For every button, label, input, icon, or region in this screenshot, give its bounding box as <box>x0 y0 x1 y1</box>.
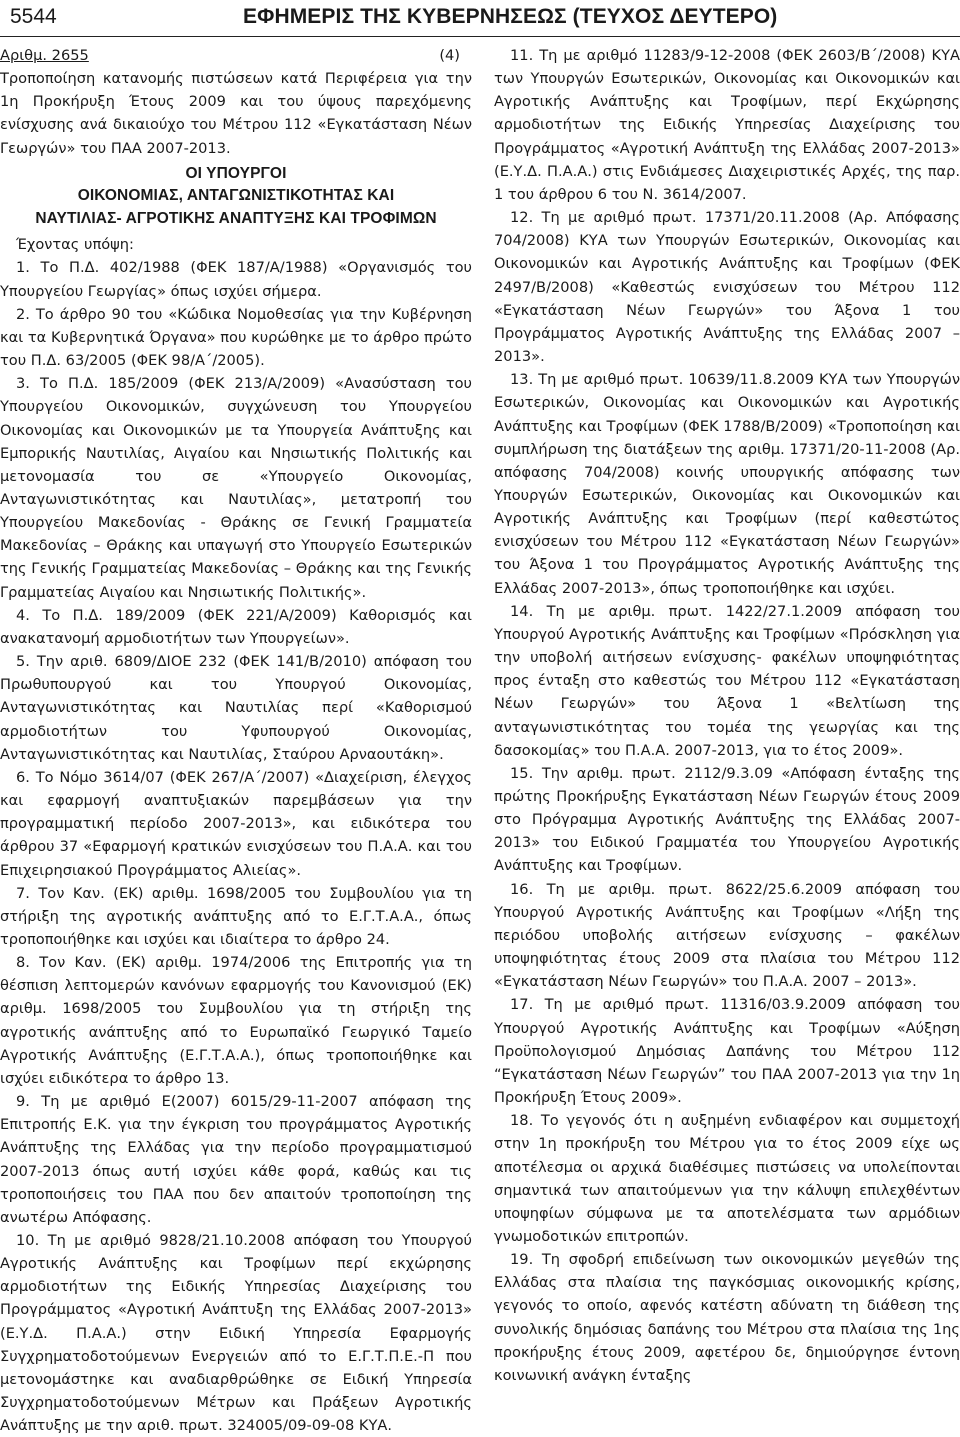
recital-4: 4. Το Π.Δ. 189/2009 (ΦΕΚ 221/Α/2009) Καθορισμός και ανακατανομή αρμοδιοτήτων των Υπουργείων». <box>0 606 472 647</box>
page-header <box>10 3 950 33</box>
decision-number-line <box>0 44 472 67</box>
recital-8: 8. Τον Καν. (ΕΚ) αριθμ. 1974/2006 της Επιτροπής για τη θέσπιση λεπτομερών κανόνων εφαρμογής του Κανονισμού (ΕΚ) αριθμ. 1698/2005 του Συμβουλίου για τη στήριξη της αγροτικής ανάπτυξης από το Ευρωπαϊκό Γεωργικό Ταμείο Αγροτικής Ανάπτυξης (Ε.Γ.Τ.Α.Α.), όπως τροποποιήθηκε και ισχύει ειδικότερα το άρθρο 13. <box>0 954 472 1087</box>
recital-5: 5. Την αριθ. 6809/ΔΙΟΕ 232 (ΦΕΚ 141/Β/2010) απόφαση του Πρωθυπουργού και του Υπουργού Οικονομίας, Ανταγωνιστικότητας και Ναυτιλίας περί «Καθορισμού αρμοδιοτήτων του Υφυπουργού Οικονομίας, Ανταγωνιστικότητας και Ναυτιλίας, Σταύρου Αρναουτάκη». <box>0 653 472 763</box>
recital-12: 12. Τη με αριθμό πρωτ. 17371/20.11.2008 (Αρ. Απόφασης 704/2008) ΚΥΑ των Υπουργών Εσωτερικών, Οικονομίας και Οικονομικών και Αγροτικής Ανάπτυξης και Τροφίμων (ΦΕΚ 2497/Β/2008) «Καθεστώς ενισχύσεων του Μέτρου 112 «Εγκατάσταση Νέων Γεωργών» του Άξονα 1 του Προγράμματος Αγροτικής Ανάπτυξης της Ελλάδας 2007 – 2013». <box>494 209 960 366</box>
recital-6: 6. Το Νόμο 3614/07 (ΦΕΚ 267/Α΄/2007) «Διαχείριση, έλεγχος και εφαρμογή αναπτυξιακών παρεμβάσεων για την προγραμματική περίοδο 2007-2013», και ειδικότερα του άρθρου 37 «Εφαρμογή κρατικών ενισχύσεων του Π.Α.Α. και του Επιχειρησιακού Προγράμματος Αλιείας». <box>0 768 472 879</box>
recital-7: 7. Τον Καν. (ΕΚ) αριθμ. 1698/2005 του Συμβουλίου για τη στήριξη της αγροτικής ανάπτυξης από το Ε.Γ.Τ.Α.Α., όπως τροποποιήθηκε και ισχύει και ιδιαίτερα το άρθρο 24. <box>0 884 472 948</box>
gazette-title: ΕΦΗΜΕΡΙΣ ΤΗΣ ΚΥΒΕΡΝΗΣΕΩΣ (ΤΕΥΧΟΣ ΔΕΥΤΕΡΟ) <box>243 5 778 28</box>
recital-16: 16. Τη με αριθμ. πρωτ. 8622/25.6.2009 απόφαση του Υπουργού Αγροτικής Ανάπτυξης και Τροφίμων «Λήξη της περιόδου υποβολής αιτήσεων ενίσχυσης – φακέλων υποψηφιότητας έτους 2009 στα πλαίσια του Μέτρου 112 «Εγκατάσταση Νέων Γεωργών» του Π.Α.Α. 2007 – 2013». <box>494 880 960 991</box>
recital-17: 17. Τη με αριθμό πρωτ. 11316/03.9.2009 απόφαση του Υπουργού Αγροτικής Ανάπτυξης και Τροφίμων «Αύξηση Προϋπολογισμού Δημόσιας Δαπάνης του Μέτρου 112 “Εγκατάσταση Νέων Γεωργών” του ΠΑΑ 2007-2013 για την 1η Προκήρυξη Έτους 2009». <box>494 996 960 1107</box>
decision-tag: (4) <box>439 47 460 64</box>
having-regard: Έχοντας υπόψη: <box>16 236 134 254</box>
header-rule <box>0 36 960 37</box>
recital-19: 19. Τη σφοδρή επιδείνωση των οικονομικών μεγεθών της Ελλάδας στα πλαίσια της παγκόσμιας οικονομικής κρίσης, γεγονός το οποίο, αφενός κατέστη αδύνατη τη διάθεση της συνολικής δημόσιας δαπάνης του Μέτρου στα πλαίσια της 1ης προκήρυξης έτους 2009, αφετέρου δε, δημιούργησε έντονη κοινωνική ανάγκη ένταξης <box>494 1251 960 1384</box>
recital-1: 1. Το Π.Δ. 402/1988 (ΦΕΚ 187/Α/1988) «Οργανισμός του Υπουργείου Γεωργίας» όπως ισχύει σήμερα. <box>0 259 472 300</box>
right-column <box>494 44 960 1387</box>
recital-10: 10. Τη με αριθμό 9828/21.10.2008 απόφαση του Υπουργού Αγροτικής Ανάπτυξης και Τροφίμων περί εκχώρησης αρμοδιοτήτων της Ειδικής Υπηρεσίας Διαχείρισης του Προγράμματος «Αγροτική Ανάπτυξη της Ελλάδας 2007-2013» (Ε.Υ.Δ. Π.Α.Α.) στην Ειδική Υπηρεσία Εφαρμογής Συγχρηματοδοτούμενων Ενεργειών από το Ε.Γ.Τ.Π.Ε.-Π που μετονομάστηκε και αναδιαρθρώθηκε σε Ειδική Υπηρεσία Συγχρηματοδοτούμενων Μέτρων και Πράξεων Αγροτικής Ανάπτυξης με την αριθ. πρωτ. 324005/09-09-08 ΚΥΑ. <box>0 1232 472 1435</box>
recital-2: 2. Το άρθρο 90 του «Κώδικα Νομοθεσίας για την Κυβέρνηση και τα Κυβερνητικά Όργανα» που κυρώθηκε με το άρθρο πρώτο του Π.Δ. 63/2005 (ΦΕΚ 98/Α΄/2005). <box>0 305 472 370</box>
decision-title: Τροποποίηση κατανομής πιστώσεων κατά Περιφέρεια για την 1η Προκήρυξη Έτους 2009 και του ύψους παρεχόμενης ενίσχυσης ανά δικαιούχο του Μέτρου 112 «Εγκατάσταση Νέων Γεωργών» του ΠΑΑ 2007-2013. <box>0 70 472 157</box>
page-number: 5544 <box>10 5 57 28</box>
recital-18: 18. Το γεγονός ότι η αυξημένη ενδιαφέρον και συμμετοχή στην 1η προκήρυξη του Μέτρου για το έτος 2009 είχε ως αποτέλεσμα οι αρχικά διαθέσιμες πιστώσεις να υπολείπονται σημαντικά των απαιτούμενων για την κάλυψη επιλεχθέντων υποψηφίων σύμφωνα με τα αποτελέσματα των αρμόδιων γνωμοδοτικών επιτροπών. <box>494 1112 960 1245</box>
recital-15: 15. Την αριθμ. πρωτ. 2112/9.3.09 «Απόφαση ένταξης της πρώτης Προκήρυξης Εγκατάσταση Νέων Γεωργών έτους 2009 στο Πρόγραμμα Αγροτικής Ανάπτυξης της Ελλάδας 2007-2013» του Ειδικού Γραμματέα του Υπουργείου Αγροτικής Ανάπτυξης και Τροφίμων. <box>494 764 960 875</box>
recital-14: 14. Τη με αριθμ. πρωτ. 1422/27.1.2009 απόφαση του Υπουργού Αγροτικής Ανάπτυξης και Τροφίμων «Πρόσκληση για την υποβολή αιτήσεων ενίσχυσης- φακέλων υποψηφιότητας προς ένταξη στο καθεστώς του Μέτρου 112 «Εγκατάσταση Νέων Γεωργών» του Άξονα 1 «Βελτίωση της ανταγωνιστικότητας του τομέα της γεωργίας και της δασοκομίας» του Π.Α.Α. 2007-2013, για το έτος 2009». <box>494 602 960 759</box>
heading-ministers: ΟΙ ΥΠΟΥΡΓΟΙ <box>185 164 287 182</box>
left-column <box>0 44 472 1437</box>
decision-number: Αριθμ. 2655 <box>0 47 89 64</box>
heading-ministries-line-1: ΟΙΚΟΝΟΜΙΑΣ, ΑΝΤΑΓΩΝΙΣΤΙΚΟΤΗΤΑΣ ΚΑΙ <box>77 187 395 205</box>
recital-3: 3. Το Π.Δ. 185/2009 (ΦΕΚ 213/Α/2009) «Ανασύσταση του Υπουργείου Οικονομικών, συγχώνευση του Υπουργείου Οικονομίας και Οικονομικών με τα Υπουργεία Ανάπτυξης και Εμπορικής Ναυτιλίας, Αιγαίου και Νησιωτικής Πολιτικής και μετονομασία του σε «Υπουργείο Οικονομίας, Ανταγωνιστικότητας και Ναυτιλίας», μετατροπή του Υπουργείου Μακεδονίας - Θράκης σε Γενική Γραμματεία Μακεδονίας – Θράκης και υπαγωγή στο Υπουργείο Εσωτερικών της Γενικής Γραμματείας Μακεδονίας – Θράκης και της Γενικής Γραμματείας Αιγαίου και Νησιωτικής Πολιτικής». <box>0 375 472 601</box>
heading-ministries-line-2: ΝΑΥΤΙΛΙΑΣ- ΑΓΡΟΤΙΚΗΣ ΑΝΑΠΤΥΞΗΣ ΚΑΙ ΤΡΟΦΙΜΩΝ <box>35 209 437 227</box>
recital-13: 13. Τη με αριθμό πρωτ. 10639/11.8.2009 ΚΥΑ των Υπουργών Εσωτερικών, Οικονομίας και Οικονομικών και Αγροτικής Ανάπτυξης και Τροφίμων (ΦΕΚ 1788/Β/2009) «Τροποποίηση και συμπλήρωση της διατάξεων της αριθμ. 17371/20-11-2008 (Αρ. απόφασης 704/2008) κοινής υπουργικής απόφασης των Υπουργών Εσωτερικών, Οικονομίας και Οικονομικών και Αγροτικής Ανάπτυξης και Τροφίμων (περί καθεστώτος ενισχύσεων του Μέτρου 112 «Εγκατάσταση Νέων Γεωργών» του Άξονα 1 του Προγράμματος Αγροτικής Ανάπτυξης της Ελλάδας 2007-2013», όπως τροποποιήθηκε και ισχύει. <box>494 371 960 597</box>
recital-9: 9. Τη με αριθμό Ε(2007) 6015/29-11-2007 απόφαση της Επιτροπής Ε.Κ. για την έγκριση του προγράμματος Αγροτικής Ανάπτυξης της Ελλάδας για την περίοδο προγραμματισμού 2007-2013 όπως αυτή ισχύει κάθε φορά, καθώς και τις τροποποιήσεις του ΠΑΑ που δεν απαιτούν τροποποίηση της ανωτέρω Απόφασης. <box>0 1093 472 1226</box>
recital-11: 11. Τη με αριθμό 11283/9-12-2008 (ΦΕΚ 2603/Β΄/2008) ΚΥΑ των Υπουργών Εσωτερικών, Οικονομίας και Οικονομικών και Αγροτικής Ανάπτυξης και Τροφίμων, περί Εκχώρησης αρμοδιοτήτων της Ειδικής Υπηρεσίας Διαχείρισης του Προγράμματος «Αγροτική Ανάπτυξη της Ελλάδας 2007-2013» (Ε.Υ.Δ. Π.Α.Α.) στις Ενδιάμεσες Διαχειριστικές Αρχές, της παρ. 1 του άρθρου 6 του Ν. 3614/2007. <box>494 47 960 203</box>
